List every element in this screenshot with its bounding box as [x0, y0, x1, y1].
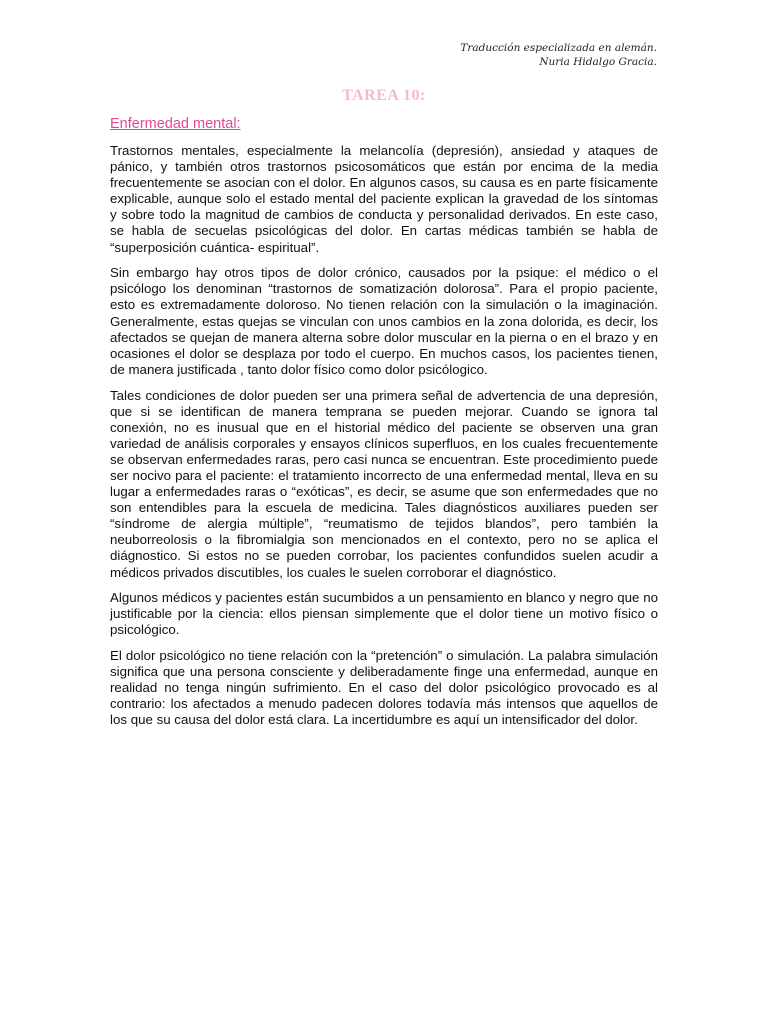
paragraph-5: El dolor psicológico no tiene relación con la “pretención” o simulación. La palabra simulación significa que una persona consciente y deliberadamente finge una enfermedad, aunque en realidad no tenga ningún sufrimiento. En el caso del dolor psicológico provocado es al contrario: los afectados a menudo padecen dolores todavía más intensos que aquellos de los que su causa del dolor está clara. La incertidumbre es aquí un intensificador del dolor. — [110, 648, 658, 728]
header-line-1: Traducción especializada en alemán. — [460, 42, 657, 54]
paragraph-1: Trastornos mentales, especialmente la melancolía (depresión), ansiedad y ataques de pánico, y también otros trastornos psicosomáticos que están por encima de la media frecuentemente se asocian con el dolor. En algunos casos, su causa es en parte físicamente explicable, aunque solo el estado mental del paciente explican la gravedad de los síntomas y sobre todo la magnitud de cambios de conducta y personalidad derivados. En este caso, se habla de secuelas psicológicas del dolor. En cartas médicas también se habla de “superposición cuántica- espiritual”. — [110, 143, 658, 255]
section-heading: Enfermedad mental: — [110, 116, 241, 132]
paragraph-3: Tales condiciones de dolor pueden ser una primera señal de advertencia de una depresión, que si se identifican de manera temprana se pueden mejorar. Cuando se ignora tal conexión, no es inusual que en el historial médico del paciente se observen una gran variedad de análisis corporales y ensayos clínicos superfluos, en los cuales frecuentemente se observan enfermedades raras, pero casi nunca se encuentran. Este procedimiento puede ser nocivo para el paciente: el tratamiento incorrecto de una enfermedad mental, lleva en su lugar a enfermedades raras o “exóticas”, es decir, se asume que son enfermedades que no son entendibles para la escuela de medicina. Tales diagnósticos auxiliares pueden ser “síndrome de alergia múltiple”, “reumatismo de tejidos blandos”, pero también la neuborreolosis o la fibromialgia son mencionados en el contexto, pero no se aplica el diágnostico. Si estos no se pueden corrobar, los pacientes confundidos suelen acudir a médicos privados discutibles, los cuales le suelen corroborar el diagnóstico. — [110, 387, 658, 580]
document-body — [110, 143, 658, 738]
paragraph-4: Algunos médicos y pacientes están sucumbidos a un pensamiento en blanco y negro que no justificable por la ciencia: ellos piensan simplemente que el dolor tiene un motivo físico o psicológico. — [110, 590, 658, 638]
header-line-2: Nuria Hidalgo Gracia. — [539, 56, 657, 68]
paragraph-2: Sin embargo hay otros tipos de dolor crónico, causados por la psique: el médico o el psicólogo los denominan “trastornos de somatización dolorosa”. Para el propio paciente, esto es extremadamente doloroso. No tienen relación con la simulación o la imaginación. Generalmente, estas quejas se vinculan con unos cambios en la zona dolorida, es decir, los afectados se quejan de manera alterna sobre dolor muscular en la pierna o en el brazo y en ocasiones el dolor se desplaza por todo el cuerpo. En muchos casos, los pacientes tienen, de manera justificada , tanto dolor físico como dolor psicólogico. — [110, 265, 658, 377]
document-title: TAREA 10: — [342, 87, 426, 104]
page-header — [460, 41, 657, 69]
